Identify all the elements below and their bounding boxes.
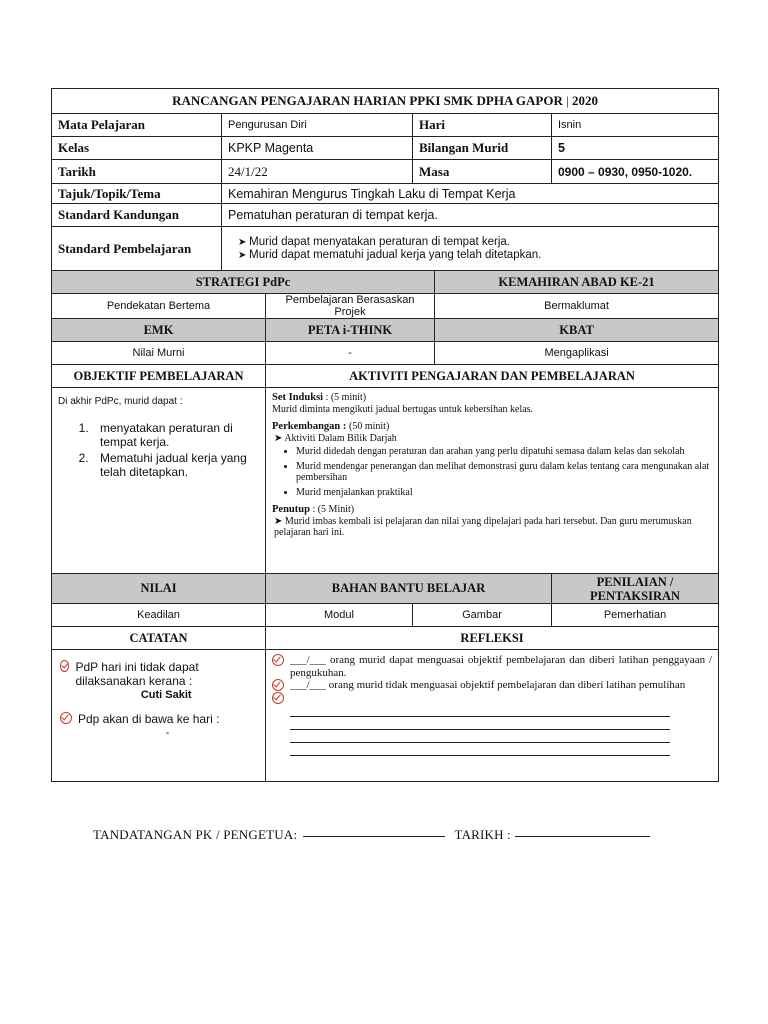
kemahiran-value: Bermaklumat <box>435 294 719 319</box>
nilai-value: Keadilan <box>52 604 266 627</box>
perkembangan-arrow-item: ➤ Aktiviti Dalam Bilik Darjah <box>274 433 712 445</box>
check-icon <box>60 660 69 672</box>
check-icon <box>272 692 284 704</box>
catatan-item: Pdp akan di bawa ke hari : <box>78 712 220 726</box>
masa-label: Masa <box>413 160 552 184</box>
check-icon <box>60 712 72 724</box>
standard-kandungan-value: Pematuhan peraturan di tempat kerja. <box>222 204 719 227</box>
refleksi-line: ___/___ orang murid dapat menguasai objektif pembelajaran dan diberi latihan penggayaan / pengukuhan. <box>290 654 713 679</box>
lesson-plan-table <box>51 88 719 782</box>
objektif-item: 1. menyatakan peraturan di tempat kerja. <box>92 421 259 449</box>
bahan-bantu-head: BAHAN BANTU BELAJAR <box>266 574 552 604</box>
refleksi-head: REFLEKSI <box>266 627 719 650</box>
kelas-value: KPKP Magenta <box>222 137 413 160</box>
check-icon <box>272 654 284 666</box>
catatan-item: PdP hari ini tidak dapat dilaksanakan kerana : <box>75 660 199 688</box>
tandatangan-label: TANDATANGAN PK / PENGETUA: <box>93 827 298 842</box>
set-induksi-text: Murid diminta mengikuti jadual bertugas untuk kebersihan kelas. <box>272 403 534 415</box>
emk-value: Nilai Murni <box>52 342 266 365</box>
signature-footer <box>93 827 650 843</box>
aktiviti-content: Set Induksi : (5 minit) Murid diminta mengikuti jadual bertugas untuk kebersihan kelas. Perkembangan : (50 minit) ➤ Aktiviti Dalam Bilik Darjah • Murid didedah dengan peraturan dan arahan yang perlu dipatuhi semasa dalam kelas dan sekolah • Murid mendengar penerangan dan melihat demonstrasi guru dalam kelas tentang cara mengunakan alat pembersihan • Murid menjalankan praktikal Penutup : (5 Minit) ➤ Murid imbas kembali isi pelajaran dan nilai yang dipelajari pada hari tersebut. Dan guru merumuskan pelajaran hari ini. <box>266 388 719 574</box>
standard-kandungan-label: Standard Kandungan <box>52 204 222 227</box>
pembelajaran-value: Pembelajaran Berasaskan Projek <box>266 294 435 319</box>
set-induksi-label: Set Induksi <box>272 392 324 403</box>
objektif-content <box>52 388 266 574</box>
signature-line[interactable] <box>303 836 445 837</box>
bilangan-murid-label: Bilangan Murid <box>413 137 552 160</box>
date-line[interactable] <box>515 836 650 837</box>
kemahiran-abad-head: KEMAHIRAN ABAD KE-21 <box>435 271 719 294</box>
bilangan-murid-value: 5 <box>552 137 719 160</box>
blank-line[interactable] <box>290 743 670 756</box>
kbat-value: Mengaplikasi <box>435 342 719 365</box>
bbb-value-2: Gambar <box>413 604 552 627</box>
kbat-head: KBAT <box>435 319 719 342</box>
nilai-head: NILAI <box>52 574 266 604</box>
mata-pelajaran-label: Mata Pelajaran <box>52 114 222 137</box>
blank-line[interactable] <box>290 730 670 743</box>
sp-item: ➤ Murid dapat menyatakan peraturan di tempat kerja. <box>238 236 712 249</box>
bbb-value-1: Modul <box>266 604 413 627</box>
blank-line[interactable] <box>290 704 670 717</box>
standard-pembelajaran-value <box>222 227 719 271</box>
pendekatan-value: Pendekatan Bertema <box>52 294 266 319</box>
aktiviti-head: AKTIVITI PENGAJARAN DAN PEMBELAJARAN <box>266 365 719 388</box>
check-icon <box>272 679 284 691</box>
hari-label: Hari <box>413 114 552 137</box>
perkembangan-item: • Murid didedah dengan peraturan dan arahan yang perlu dipatuhi semasa dalam kelas dan sekolah <box>296 446 712 458</box>
perkembangan-item: • Murid menjalankan praktikal <box>296 487 712 499</box>
strategi-head: STRATEGI PdPc <box>52 271 435 294</box>
peta-ithink-head: PETA i-THINK <box>266 319 435 342</box>
masa-value: 0900 – 0930, 0950-1020. <box>552 160 719 184</box>
perkembangan-item: • Murid mendengar penerangan dan melihat demonstrasi guru dalam kelas tentang cara mengunakan alat pembersihan <box>296 461 712 484</box>
sp-item: ➤ Murid dapat mematuhi jadual kerja yang telah ditetapkan. <box>238 249 712 262</box>
objektif-item: 2. Mematuhi jadual kerja yang telah ditetapkan. <box>92 451 259 479</box>
refleksi-line: ___/___ orang murid tidak menguasai objektif pembelajaran dan diberi latihan pemulihan <box>290 679 686 691</box>
tarikh-footer-label: TARIKH : <box>454 827 511 842</box>
hari-value: Isnin <box>552 114 719 137</box>
tajuk-label: Tajuk/Topik/Tema <box>52 184 222 204</box>
penutup-label: Penutup <box>272 504 310 515</box>
catatan-head: CATATAN <box>52 627 266 650</box>
lesson-plan-sheet <box>51 88 718 782</box>
peta-value: - <box>266 342 435 365</box>
page-title: RANCANGAN PENGAJARAN HARIAN PPKI SMK DPHA GAPOR | 2020 <box>52 89 719 114</box>
mata-pelajaran-value: Pengurusan Diri <box>222 114 413 137</box>
objektif-head: OBJEKTIF PEMBELAJARAN <box>52 365 266 388</box>
tarikh-value: 24/1/22 <box>222 160 413 184</box>
kelas-label: Kelas <box>52 137 222 160</box>
standard-pembelajaran-label: Standard Pembelajaran <box>52 227 222 271</box>
tajuk-value: Kemahiran Mengurus Tingkah Laku di Tempat Kerja <box>222 184 719 204</box>
penilaian-head: PENILAIAN / PENTAKSIRAN <box>552 574 719 604</box>
catatan-value: Cuti Sakit <box>140 689 192 701</box>
blank-line[interactable] <box>290 717 670 730</box>
catatan-content <box>52 650 266 782</box>
perkembangan-label: Perkembangan : <box>272 421 349 432</box>
refleksi-content <box>266 650 719 782</box>
catatan-value: - <box>165 727 170 739</box>
tarikh-label: Tarikh <box>52 160 222 184</box>
penutup-text: ➤ Murid imbas kembali isi pelajaran dan nilai yang dipelajari pada hari tersebut. Dan guru merumuskan pelajaran hari ini. <box>274 516 712 539</box>
penilaian-value: Pemerhatian <box>552 604 719 627</box>
emk-head: EMK <box>52 319 266 342</box>
objektif-intro: Di akhir PdPc, murid dapat : <box>58 396 183 407</box>
